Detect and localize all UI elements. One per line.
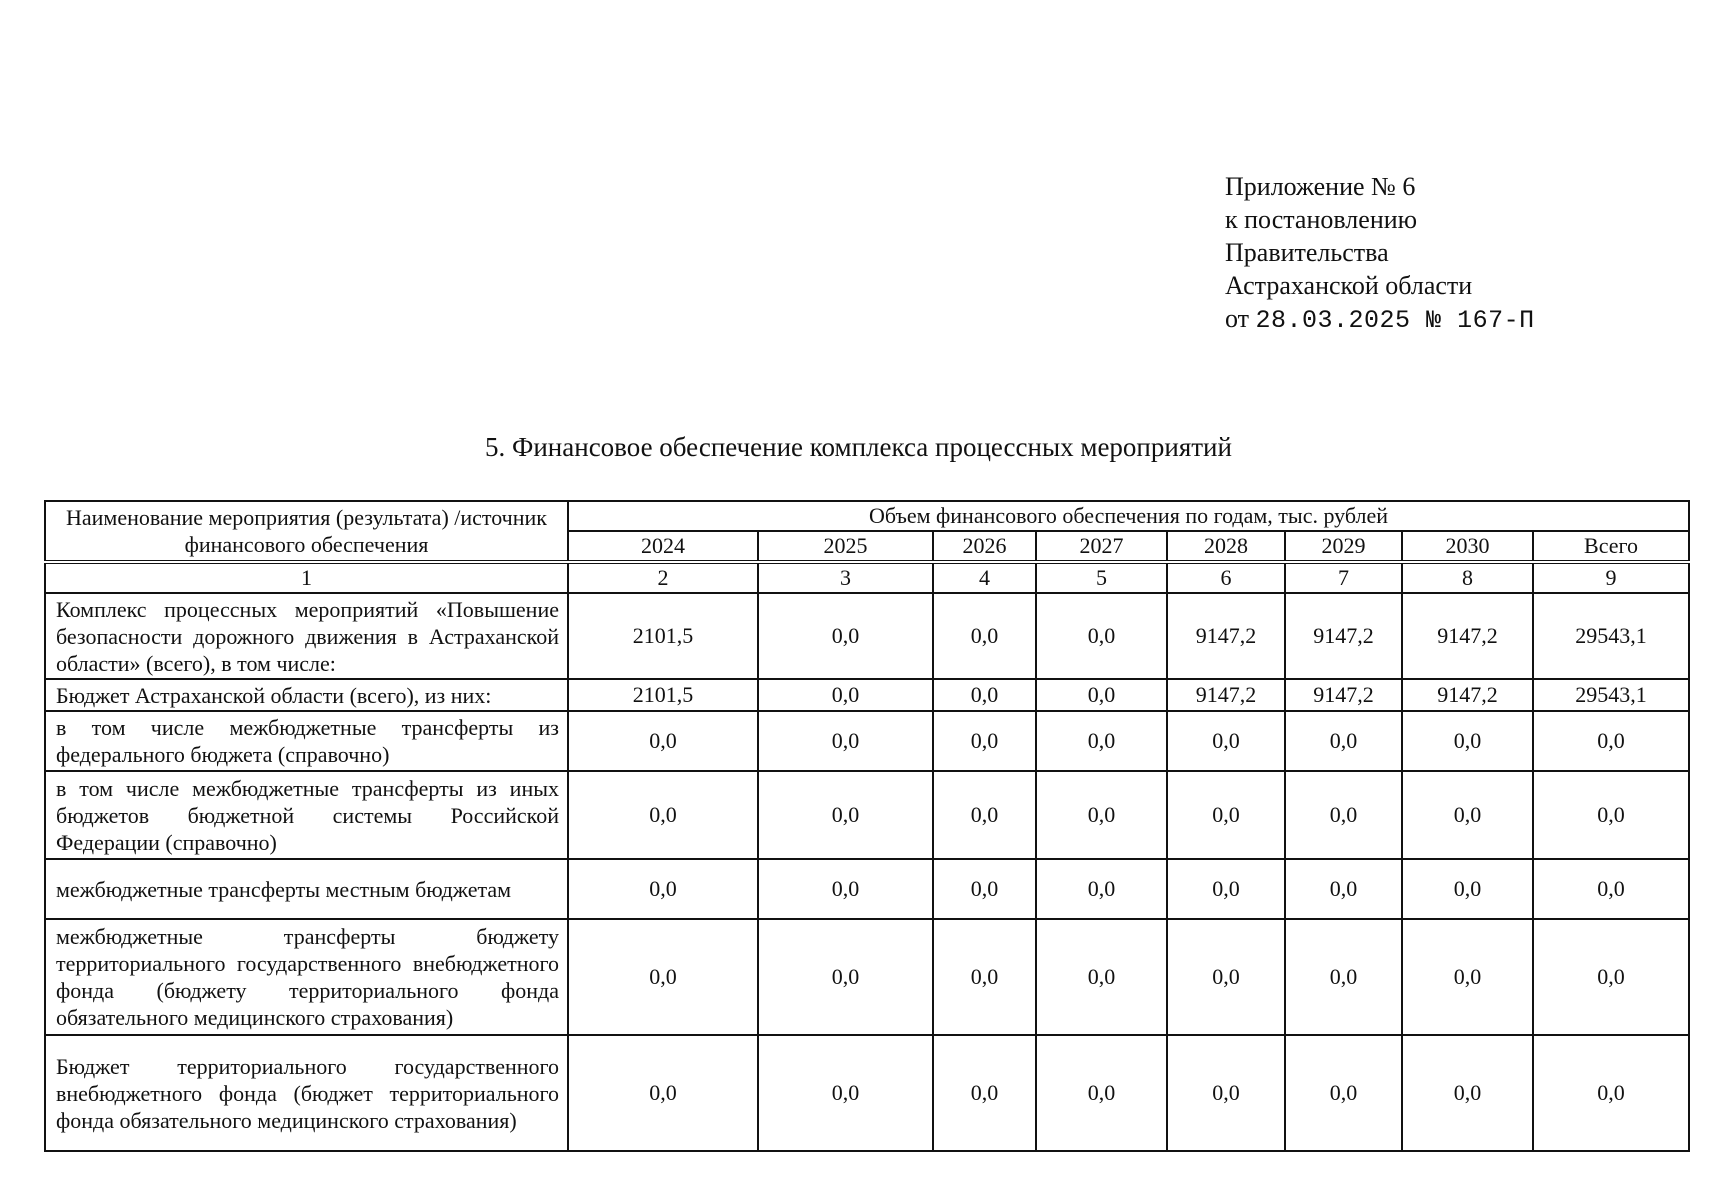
- table-cell: 9147,2: [1285, 679, 1402, 711]
- table-cell: 0,0: [758, 679, 933, 711]
- table-cell: 0,0: [1533, 771, 1689, 859]
- row-name: Бюджет Астраханской области (всего), из них:: [45, 679, 568, 711]
- table-cell: 0,0: [1167, 859, 1285, 919]
- table-cell: 0,0: [933, 593, 1036, 679]
- table-cell: 0,0: [1285, 859, 1402, 919]
- table-cell: 0,0: [758, 1035, 933, 1151]
- table-cell: 29543,1: [1533, 593, 1689, 679]
- table-cell: 0,0: [568, 859, 758, 919]
- appendix-date-line: [1225, 302, 1535, 337]
- table-cell: 0,0: [1036, 711, 1167, 771]
- table-cell: 0,0: [933, 679, 1036, 711]
- table-cell: 0,0: [758, 593, 933, 679]
- appendix-date-stamp: 28.03.2025 № 167-П: [1255, 306, 1535, 335]
- year-header: 2029: [1285, 531, 1402, 562]
- table-cell: 0,0: [568, 1035, 758, 1151]
- row-name: Комплекс процессных мероприятий «Повышение безопасности дорожного движения в Астраханской области» (всего), в том числе:: [45, 593, 568, 679]
- table-cell: 0,0: [758, 771, 933, 859]
- table-cell: 0,0: [933, 1035, 1036, 1151]
- table-cell: 2101,5: [568, 679, 758, 711]
- table-cell: 0,0: [933, 711, 1036, 771]
- row-name: межбюджетные трансферты бюджету территориального государственного внебюджетного фонда (бюджету территориального фонда обязательного медицинского страхования): [45, 919, 568, 1035]
- table-cell: 9147,2: [1285, 593, 1402, 679]
- year-header: 2024: [568, 531, 758, 562]
- table-cell: 0,0: [1285, 1035, 1402, 1151]
- table-cell: 0,0: [1036, 919, 1167, 1035]
- table-row: [45, 771, 1689, 859]
- table-cell: 0,0: [758, 711, 933, 771]
- row-name: межбюджетные трансферты местным бюджетам: [45, 859, 568, 919]
- table-cell: 29543,1: [1533, 679, 1689, 711]
- column-number: 1: [45, 562, 568, 593]
- year-header: 2026: [933, 531, 1036, 562]
- table-cell: 0,0: [1402, 711, 1533, 771]
- table-row: [45, 859, 1689, 919]
- volume-header: Объем финансового обеспечения по годам, тыс. рублей: [568, 501, 1689, 531]
- appendix-date-prefix: от: [1225, 304, 1250, 333]
- appendix-line-3: Правительства: [1225, 238, 1389, 267]
- appendix-line-2: к постановлению: [1225, 205, 1418, 234]
- table-cell: 0,0: [1167, 1035, 1285, 1151]
- table-cell: 0,0: [758, 919, 933, 1035]
- row-name: в том числе межбюджетные трансферты из иных бюджетов бюджетной системы Российской Федерации (справочно): [45, 771, 568, 859]
- section-title: 5. Финансовое обеспечение комплекса процессных мероприятий: [485, 432, 1232, 462]
- table-cell: 0,0: [568, 771, 758, 859]
- table-cell: 0,0: [1036, 771, 1167, 859]
- table-cell: 0,0: [758, 859, 933, 919]
- column-number: 9: [1533, 562, 1689, 593]
- column-numbers-row: [45, 562, 1689, 593]
- table-cell: 0,0: [1036, 1035, 1167, 1151]
- table-cell: 9147,2: [1402, 679, 1533, 711]
- table-cell: 0,0: [933, 771, 1036, 859]
- table-cell: 0,0: [1036, 679, 1167, 711]
- table-cell: 0,0: [1167, 711, 1285, 771]
- column-number: 6: [1167, 562, 1285, 593]
- column-number: 8: [1402, 562, 1533, 593]
- table-cell: 0,0: [1402, 771, 1533, 859]
- table-cell: 0,0: [1533, 711, 1689, 771]
- table-row: [45, 679, 1689, 711]
- table-cell: 0,0: [1402, 1035, 1533, 1151]
- column-number: 2: [568, 562, 758, 593]
- column-number: 7: [1285, 562, 1402, 593]
- table-cell: 0,0: [933, 859, 1036, 919]
- row-name: Бюджет территориального государственного внебюджетного фонда (бюджет территориального фонда обязательного медицинского страхования): [45, 1035, 568, 1151]
- table-cell: 0,0: [1533, 919, 1689, 1035]
- column-number: 5: [1036, 562, 1167, 593]
- table-cell: 0,0: [1285, 919, 1402, 1035]
- year-header: 2030: [1402, 531, 1533, 562]
- year-header: 2027: [1036, 531, 1167, 562]
- table-cell: 0,0: [933, 919, 1036, 1035]
- table-cell: 0,0: [1402, 919, 1533, 1035]
- table-cell: 0,0: [1533, 859, 1689, 919]
- table-cell: 9147,2: [1167, 679, 1285, 711]
- financing-table: [44, 500, 1690, 1152]
- table-cell: 0,0: [1285, 711, 1402, 771]
- table-row: [45, 711, 1689, 771]
- table-row: [45, 919, 1689, 1035]
- year-header: 2028: [1167, 531, 1285, 562]
- column-number: 4: [933, 562, 1036, 593]
- table-cell: 0,0: [568, 919, 758, 1035]
- table-cell: 0,0: [1036, 859, 1167, 919]
- column-number: 3: [758, 562, 933, 593]
- table-cell: 2101,5: [568, 593, 758, 679]
- appendix-block: [1225, 170, 1535, 337]
- row-name: в том числе межбюджетные трансферты из федерального бюджета (справочно): [45, 711, 568, 771]
- table-cell: 0,0: [1167, 771, 1285, 859]
- table-cell: 9147,2: [1167, 593, 1285, 679]
- table-cell: 0,0: [1285, 771, 1402, 859]
- table-cell: 9147,2: [1402, 593, 1533, 679]
- table-cell: 0,0: [1167, 919, 1285, 1035]
- table-cell: 0,0: [1402, 859, 1533, 919]
- appendix-line-4: Астраханской области: [1225, 271, 1473, 300]
- name-column-header: Наименование мероприятия (результата) /источник финансового обеспечения: [45, 501, 568, 562]
- appendix-line-1: Приложение № 6: [1225, 172, 1416, 201]
- table-row: [45, 1035, 1689, 1151]
- year-header: 2025: [758, 531, 933, 562]
- table-cell: 0,0: [568, 711, 758, 771]
- table-cell: 0,0: [1036, 593, 1167, 679]
- table-cell: 0,0: [1533, 1035, 1689, 1151]
- total-header: Всего: [1533, 531, 1689, 562]
- table-row: [45, 593, 1689, 679]
